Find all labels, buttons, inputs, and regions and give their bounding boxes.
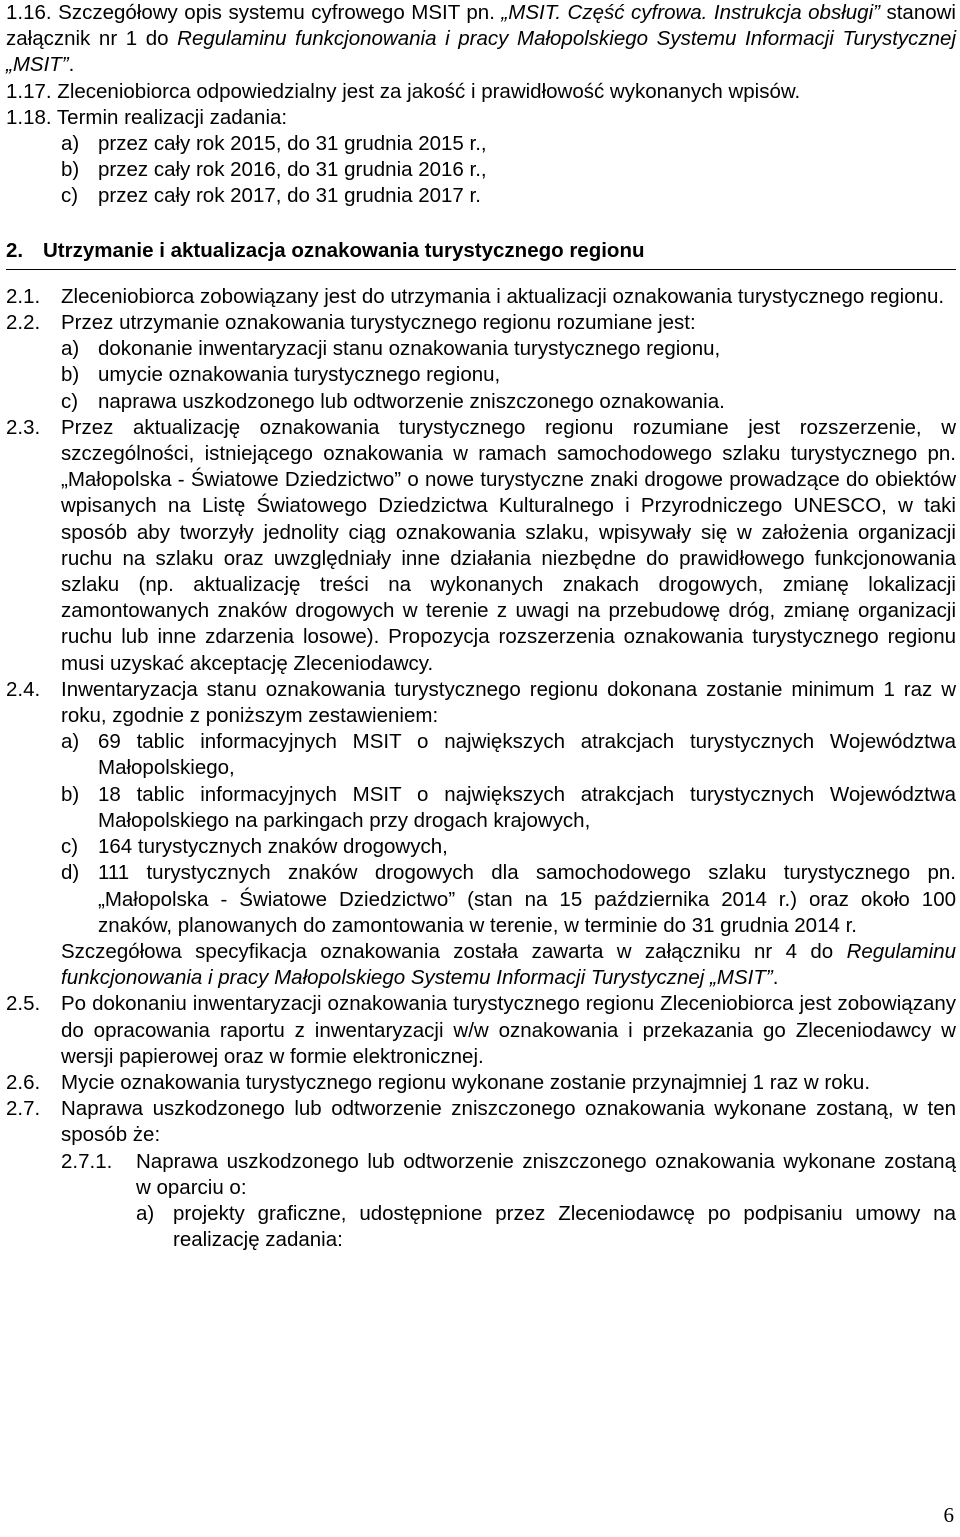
deadline-list [61, 131, 956, 210]
list-item: b) 18 tablic informacyjnych MSIT o największych atrakcjach turystycznych Województwa Małopolskiego na parkingach przy drogach krajowych, [61, 782, 956, 832]
paragraph-2-1: 2.1. Zleceniobiorca zobowiązany jest do utrzymania i aktualizacji oznakowania turystycznego regionu. [6, 284, 945, 308]
list-item: a) projekty graficzne, udostępnione przez Zleceniodawcę po podpisaniu umowy na realizację zadania: [136, 1201, 956, 1252]
list-item: d) 111 turystycznych znaków drogowych dla samochodowego szlaku turystycznego pn. „Małopolska - Światowe Dziedzictwo” (stan na 15 października 2014 r.) oraz około 100 znaków, planowanych do zamontowania w terenie, w terminie do 31 grudnia 2014 r. [61, 861, 956, 937]
paragraph-number: 1.16. [6, 1, 52, 24]
paragraph-number: 1.17. [6, 79, 52, 103]
paragraph-2-7-1: 2.7.1. Naprawa uszkodzonego lub odtworzenie zniszczonego oznakowania wykonane zostaną w oparciu o: a) projekty graficzne, udostępnione przez Zleceniodawcę po podpisaniu umowy na realizację zadania: [61, 1149, 956, 1254]
paragraph-2-2: 2.2. Przez utrzymanie oznakowania turystycznego regionu rozumiane jest: a) dokonanie inwentaryzacji stanu oznakowania turystycznego regionu, b) umycie oznakowania turystycznego regionu, c) naprawa uszkodzonego lub odtworzenie zniszczonego oznakowania. [6, 310, 956, 415]
paragraph-2-3: 2.3. Przez aktualizację oznakowania turystycznego regionu rozumiane jest rozszerzenie, w szczególności, istniejącego oznakowania w ramach samochodowego szlaku turystycznego pn. „Małopolska - Światowe Dziedzictwo” o nowe turystyczne znaki drogowe prowadzące do obiektów wpisanych na Listę Światowego Dziedzictwa Kulturalnego i Przyrodniczego UNESCO, w taki sposób aby tworzyły jednolity ciąg oznakowania szlaku, wpisywały się w założenia organizacji ruchu na szlaku oraz uwzględniały inne działania niezbędne do prawidłowego funkcjonowania szlaku (np. aktualizację treści na wykonanych znakach drogowych, zmianę lokalizacji zamontowanych znaków drogowych w terenie z uwagi na przebudowę dróg, zmianę organizacji ruchu lub inne zdarzenia losowe). Propozycja rozszerzenia oznakowania turystycznego regionu musi uzyskać akceptację Zleceniodawcy. [6, 415, 956, 675]
list-item: b) umycie oznakowania turystycznego regionu, [61, 363, 501, 387]
paragraph-2-7: 2.7. Naprawa uszkodzonego lub odtworzenie zniszczonego oznakowania wykonane zostaną, w ten sposób że: 2.7.1. Naprawa uszkodzonego lub odtworzenie zniszczonego oznakowania wykonane zostaną w oparciu o: a) projekty graficzne, udostępnione przez Zleceniodawcę po podpisaniu umowy na realizację zadania: [6, 1096, 956, 1253]
list-item: c) przez cały rok 2017, do 31 grudnia 2017 r. [61, 184, 481, 208]
document-page [6, 0, 956, 1253]
list-item: c) 164 turystycznych znaków drogowych, [61, 835, 448, 859]
list-item: c) naprawa uszkodzonego lub odtworzenie zniszczonego oznakowania. [61, 389, 725, 413]
paragraph-number: 1.18. [6, 105, 52, 129]
paragraph-1-18: 1.18. Termin realizacji zadania: [6, 105, 288, 129]
page-number: 6 [943, 1503, 954, 1527]
list-item: a) przez cały rok 2015, do 31 grudnia 2015 r., [61, 132, 487, 156]
section-heading: 2. Utrzymanie i aktualizacja oznakowania turystycznego regionu [6, 238, 956, 270]
paragraph-1-17: 1.17. Zleceniobiorca odpowiedzialny jest za jakość i prawidłowość wykonanych wpisów. [6, 79, 801, 103]
list-item: a) 69 tablic informacyjnych MSIT o największych atrakcjach turystycznych Województwa Małopolskiego, [61, 730, 956, 780]
paragraph-1-16: 1.16. Szczegółowy opis systemu cyfrowego MSIT pn. „MSIT. Część cyfrowa. Instrukcja obsługi” stanowi załącznik nr 1 do Regulaminu funkcjonowania i pracy Małopolskiego Systemu Informacji Turystycznej „MSIT”. [6, 1, 956, 77]
section-title: Utrzymanie i aktualizacja oznakowania turystycznego regionu [43, 238, 645, 262]
list-item: a) dokonanie inwentaryzacji stanu oznakowania turystycznego regionu, [61, 337, 721, 361]
paragraph-2-5: 2.5. Po dokonaniu inwentaryzacji oznakowania turystycznego regionu Zleceniobiorca jest zobowiązany do opracowania raportu z inwentaryzacji w/w oznakowania i przekazania go Zleceniodawcy w wersji papierowej oraz w formie elektronicznej. [6, 992, 956, 1068]
specification-note: Szczegółowa specyfikacja oznakowania została zawarta w załączniku nr 4 do Regulaminu funkcjonowania i pracy Małopolskiego Systemu Informacji Turystycznej „MSIT”. [61, 939, 956, 990]
list-item: b) przez cały rok 2016, do 31 grudnia 2016 r., [61, 158, 487, 182]
paragraph-2-4: 2.4. Inwentaryzacja stanu oznakowania turystycznego regionu dokonana zostanie minimum 1 raz w roku, zgodnie z poniższym zestawieniem: a) 69 tablic informacyjnych MSIT o największych atrakcjach turystycznych Województwa Małopolskiego, b) 18 tablic informacyjnych MSIT o największych atrakcjach turystycznych Województwa Małopolskiego na parkingach przy drogach krajowych, c) 164 turystycznych znaków drogowych, d) 111 turystycznych znaków drogowych dla samochodowego szlaku turystycznego pn. „Małopolska - Światowe Dziedzictwo” (stan na 15 października 2014 r.) oraz około 100 znaków, planowanych do zamontowania w terenie, w terminie do 31 grudnia 2014 r. Szczegółowa specyfikacja oznakowania została zawarta w załączniku nr 4 do Regulaminu funkcjonowania i pracy Małopolskiego Systemu Informacji Turystycznej „MSIT”. [6, 677, 956, 991]
paragraph-2-6: 2.6. Mycie oznakowania turystycznego regionu wykonane zostanie przynajmniej 1 raz w roku. [6, 1070, 871, 1094]
